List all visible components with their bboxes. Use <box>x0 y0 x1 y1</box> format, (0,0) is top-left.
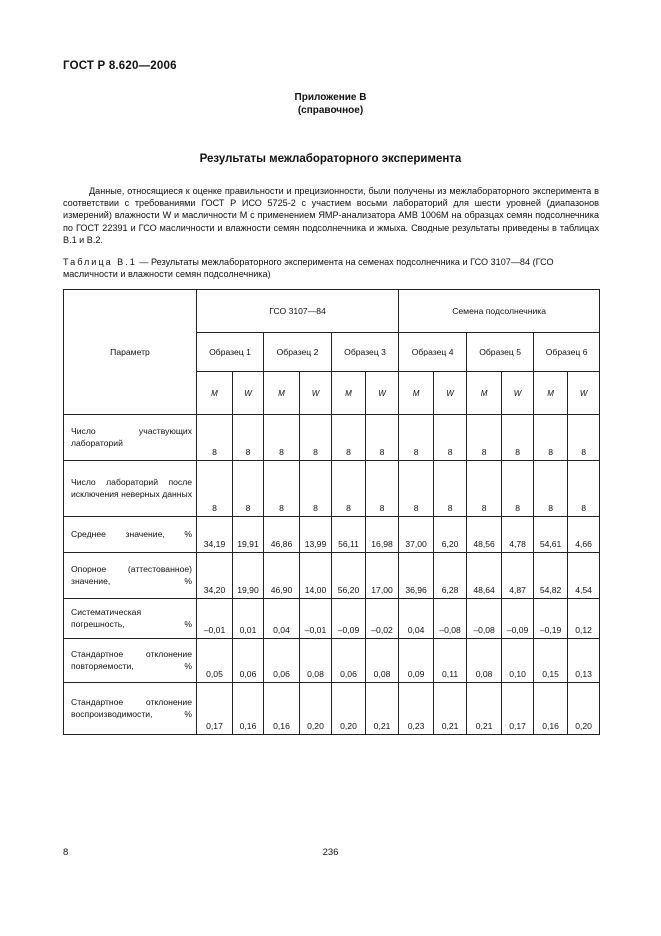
value-cell: 48,64 <box>467 553 502 599</box>
table-row <box>64 599 600 639</box>
value-cell: 8 <box>332 415 366 461</box>
value-cell: 8 <box>264 415 300 461</box>
row-label: Систематическая погрешность, % <box>64 599 197 639</box>
value-cell: 8 <box>568 461 600 517</box>
appendix-title: Приложение В <box>294 92 367 103</box>
value-cell: 0,21 <box>366 683 399 735</box>
value-cell: 8 <box>197 415 233 461</box>
value-cell: 0,20 <box>332 683 366 735</box>
symbol-header: M <box>399 372 434 415</box>
value-cell: 0,21 <box>434 683 467 735</box>
symbol-header: W <box>568 372 600 415</box>
value-cell: 0,15 <box>534 639 568 683</box>
value-cell: 0,10 <box>502 639 534 683</box>
value-cell: 0,21 <box>467 683 502 735</box>
row-label: Число участвующих лабораторий <box>64 415 197 461</box>
table-row <box>64 517 600 553</box>
value-cell: 6,20 <box>434 517 467 553</box>
symbol-header: W <box>502 372 534 415</box>
value-cell: 0,06 <box>264 639 300 683</box>
value-cell: 54,82 <box>534 553 568 599</box>
table-row <box>64 461 600 517</box>
value-cell: –0,08 <box>467 599 502 639</box>
symbol-header: W <box>300 372 332 415</box>
row-label: Число лабораторий после исключения неверных данных <box>64 461 197 517</box>
value-cell: 8 <box>434 415 467 461</box>
value-cell: 4,87 <box>502 553 534 599</box>
value-cell: –0,08 <box>434 599 467 639</box>
sample-header: Образец 5 <box>467 333 534 372</box>
value-cell: 8 <box>502 461 534 517</box>
sample-header: Образец 4 <box>399 333 467 372</box>
value-cell: 19,91 <box>233 517 264 553</box>
value-cell: –0,01 <box>197 599 233 639</box>
value-cell: 0,13 <box>568 639 600 683</box>
appendix-heading <box>0 91 661 117</box>
standard-header: ГОСТ Р 8.620—2006 <box>63 60 177 72</box>
value-cell: 0,17 <box>502 683 534 735</box>
value-cell: 0,16 <box>264 683 300 735</box>
symbol-header: W <box>233 372 264 415</box>
value-cell: 17,00 <box>366 553 399 599</box>
value-cell: 0,05 <box>197 639 233 683</box>
value-cell: 54,61 <box>534 517 568 553</box>
value-cell: 34,20 <box>197 553 233 599</box>
value-cell: 8 <box>233 461 264 517</box>
value-cell: –0,19 <box>534 599 568 639</box>
value-cell: 8 <box>467 461 502 517</box>
value-cell: 0,01 <box>233 599 264 639</box>
value-cell: 8 <box>434 461 467 517</box>
value-cell: 0,04 <box>399 599 434 639</box>
sample-header: Образец 3 <box>332 333 399 372</box>
value-cell: –0,02 <box>366 599 399 639</box>
symbol-header: M <box>534 372 568 415</box>
value-cell: 8 <box>264 461 300 517</box>
value-cell: 4,78 <box>502 517 534 553</box>
value-cell: 0,06 <box>233 639 264 683</box>
value-cell: 13,99 <box>300 517 332 553</box>
value-cell: 48,56 <box>467 517 502 553</box>
value-cell: 19,90 <box>233 553 264 599</box>
table-caption <box>63 256 599 280</box>
symbol-header: M <box>332 372 366 415</box>
value-cell: 8 <box>399 415 434 461</box>
section-title: Результаты межлабораторного эксперимента <box>199 153 462 165</box>
symbol-header: M <box>467 372 502 415</box>
value-cell: 8 <box>534 415 568 461</box>
table-row <box>64 639 600 683</box>
table-row <box>64 415 600 461</box>
value-cell: –0,01 <box>300 599 332 639</box>
value-cell: 0,06 <box>332 639 366 683</box>
table-caption-text: — Результаты межлабораторного эксперимента на семенах подсолнечника и ГСО 3107—84 (ГСО масличности и влажности семян подсолнечника) <box>63 257 554 280</box>
value-cell: 14,00 <box>300 553 332 599</box>
value-cell: 0,23 <box>399 683 434 735</box>
value-cell: 8 <box>366 415 399 461</box>
appendix-subtitle: (справочное) <box>297 105 364 116</box>
row-label: Опорное (аттестованное) значение, % <box>64 553 197 599</box>
results-table <box>63 289 600 735</box>
value-cell: 37,00 <box>399 517 434 553</box>
value-cell: 0,08 <box>366 639 399 683</box>
table-caption-prefix: Таблица В.1 <box>63 257 137 267</box>
value-cell: 36,96 <box>399 553 434 599</box>
value-cell: 0,20 <box>568 683 600 735</box>
value-cell: 46,90 <box>264 553 300 599</box>
table-row <box>64 553 600 599</box>
value-cell: 4,66 <box>568 517 600 553</box>
sample-header: Образец 2 <box>264 333 332 372</box>
sample-header: Образец 6 <box>534 333 600 372</box>
value-cell: 0,16 <box>534 683 568 735</box>
value-cell: –0,09 <box>332 599 366 639</box>
value-cell: 0,17 <box>197 683 233 735</box>
row-label: Стандартное отклонение воспроизводимости, % <box>64 683 197 735</box>
value-cell: 8 <box>534 461 568 517</box>
value-cell: 0,11 <box>434 639 467 683</box>
value-cell: 8 <box>366 461 399 517</box>
group-header: Семена подсолнечника <box>399 290 600 333</box>
value-cell: 8 <box>300 461 332 517</box>
value-cell: 4,54 <box>568 553 600 599</box>
value-cell: 8 <box>467 415 502 461</box>
value-cell: 0,04 <box>264 599 300 639</box>
value-cell: 6,28 <box>434 553 467 599</box>
row-label: Среднее значение, % <box>64 517 197 553</box>
value-cell: 8 <box>233 415 264 461</box>
table-row <box>64 683 600 735</box>
value-cell: 0,20 <box>300 683 332 735</box>
value-cell: 46,86 <box>264 517 300 553</box>
value-cell: 0,09 <box>399 639 434 683</box>
value-cell: 56,11 <box>332 517 366 553</box>
value-cell: 8 <box>332 461 366 517</box>
symbol-header: M <box>197 372 233 415</box>
value-cell: 8 <box>197 461 233 517</box>
value-cell: –0,09 <box>502 599 534 639</box>
value-cell: 0,08 <box>300 639 332 683</box>
intro-paragraph: Данные, относящиеся к оценке правильности и прецизионности, были получены из межлабораторного эксперимента в соответствии с требованиями ГОСТ Р ИСО 5725-2 с участием восьми лабораторий для шести уровней (диапазонов измерений) влажности W и масличности M с применением ЯМР-анализатора АМВ 1006М на образцах семян подсолнечника по ГОСТ 22391 и ГСО масличности и влажности семян подсолнечника и жмыха. Сводные результаты приведены в таблицах В.1 и В.2. <box>63 186 599 245</box>
param-header: Параметр <box>64 290 197 415</box>
sheet-number: 236 <box>322 847 339 858</box>
value-cell: 8 <box>502 415 534 461</box>
symbol-header: W <box>366 372 399 415</box>
value-cell: 0,08 <box>467 639 502 683</box>
value-cell: 0,12 <box>568 599 600 639</box>
value-cell: 56,20 <box>332 553 366 599</box>
value-cell: 16,98 <box>366 517 399 553</box>
page-number: 8 <box>63 847 69 858</box>
row-label: Стандартное отклонение повторяемости, % <box>64 639 197 683</box>
value-cell: 8 <box>568 415 600 461</box>
value-cell: 34,19 <box>197 517 233 553</box>
value-cell: 8 <box>399 461 434 517</box>
symbol-header: M <box>264 372 300 415</box>
value-cell: 0,16 <box>233 683 264 735</box>
value-cell: 8 <box>300 415 332 461</box>
sample-header: Образец 1 <box>197 333 264 372</box>
symbol-header: W <box>434 372 467 415</box>
group-header: ГСО 3107—84 <box>197 290 399 333</box>
